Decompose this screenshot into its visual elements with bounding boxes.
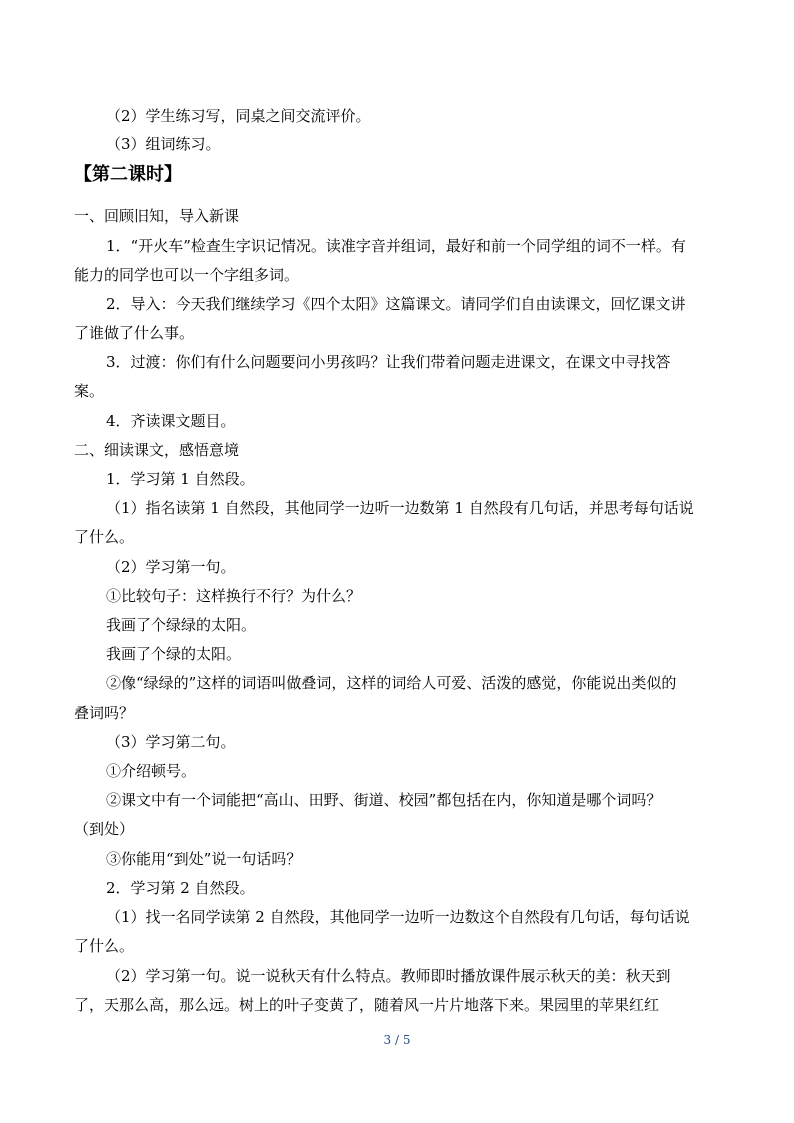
paragraph-line: ②课文中有一个词能把“高山、田野、街道、校园”都包括在内，你知道是哪个词吗？: [106, 791, 662, 809]
paragraph-line: （2）学习第一句。说一说秋天有什么特点。教师即时播放课件展示秋天的美：秋天到: [106, 967, 671, 985]
page-number: 3 / 5: [383, 1033, 411, 1047]
section-title: 二、细读课文，感悟意境: [74, 441, 240, 459]
paragraph-line: 3．过渡：你们有什么问题要问小男孩吗？让我们带着问题走进课文，在课文中寻找答: [106, 353, 671, 371]
paragraph-line: 2．导入：今天我们继续学习《四个太阳》这篇课文。请同学们自由读课文，回忆课文讲: [106, 295, 686, 313]
paragraph-line: 了什么。: [74, 528, 135, 546]
paragraph-line: （3）学习第二句。: [106, 733, 236, 751]
section-title: 一、回顾旧知，导入新课: [74, 207, 240, 225]
section-heading: 【第二课时】: [74, 164, 182, 185]
paragraph-line: 了什么。: [74, 937, 135, 955]
paragraph-line: 1．“开火车”检查生字识记情况。读准字音并组词，最好和前一个同学组的词不一样。有: [106, 237, 686, 255]
paragraph-line: 叠词吗？: [74, 704, 135, 722]
paragraph-line: ①比较句子：这样换行不行？为什么？: [106, 587, 362, 605]
paragraph-line: 2．学习第 2 自然段。: [106, 879, 255, 897]
paragraph-line: ③你能用“到处”说一句话吗？: [106, 850, 302, 868]
paragraph-line: 4．齐读课文题目。: [106, 412, 236, 430]
paragraph-line: 能力的同学也可以一个字组多词。: [74, 266, 300, 284]
paragraph-line: ①介绍顿号。: [106, 762, 197, 780]
paragraph-line: 了，天那么高，那么远。树上的叶子变黄了，随着风一片片地落下来。果园里的苹果红红: [74, 996, 660, 1014]
paragraph-line: 我画了个绿的太阳。: [106, 645, 242, 663]
paragraph-line: ②像“绿绿的”这样的词语叫做叠词，这样的词给人可爱、活泼的感觉，你能说出类似的: [106, 674, 677, 692]
paragraph-line: （2）学习第一句。: [106, 558, 236, 576]
paragraph-line: （1）找一名同学读第 2 自然段，其他同学一边听一边数这个自然段有几句话，每句话说: [106, 908, 690, 926]
paragraph-line: 1．学习第 1 自然段。: [106, 470, 255, 488]
paragraph-line: 我画了个绿绿的太阳。: [106, 616, 257, 634]
paragraph-line: （1）指名读第 1 自然段，其他同学一边听一边数第 1 自然段有几句话，并思考每句话说: [106, 499, 694, 517]
paragraph-line: （到处）: [74, 820, 135, 838]
intro-line: （3）组词练习。: [106, 135, 221, 153]
paragraph-line: 案。: [74, 382, 105, 400]
intro-line: （2）学生练习写，同桌之间交流评价。: [106, 107, 371, 125]
paragraph-line: 了谁做了什么事。: [74, 324, 195, 342]
